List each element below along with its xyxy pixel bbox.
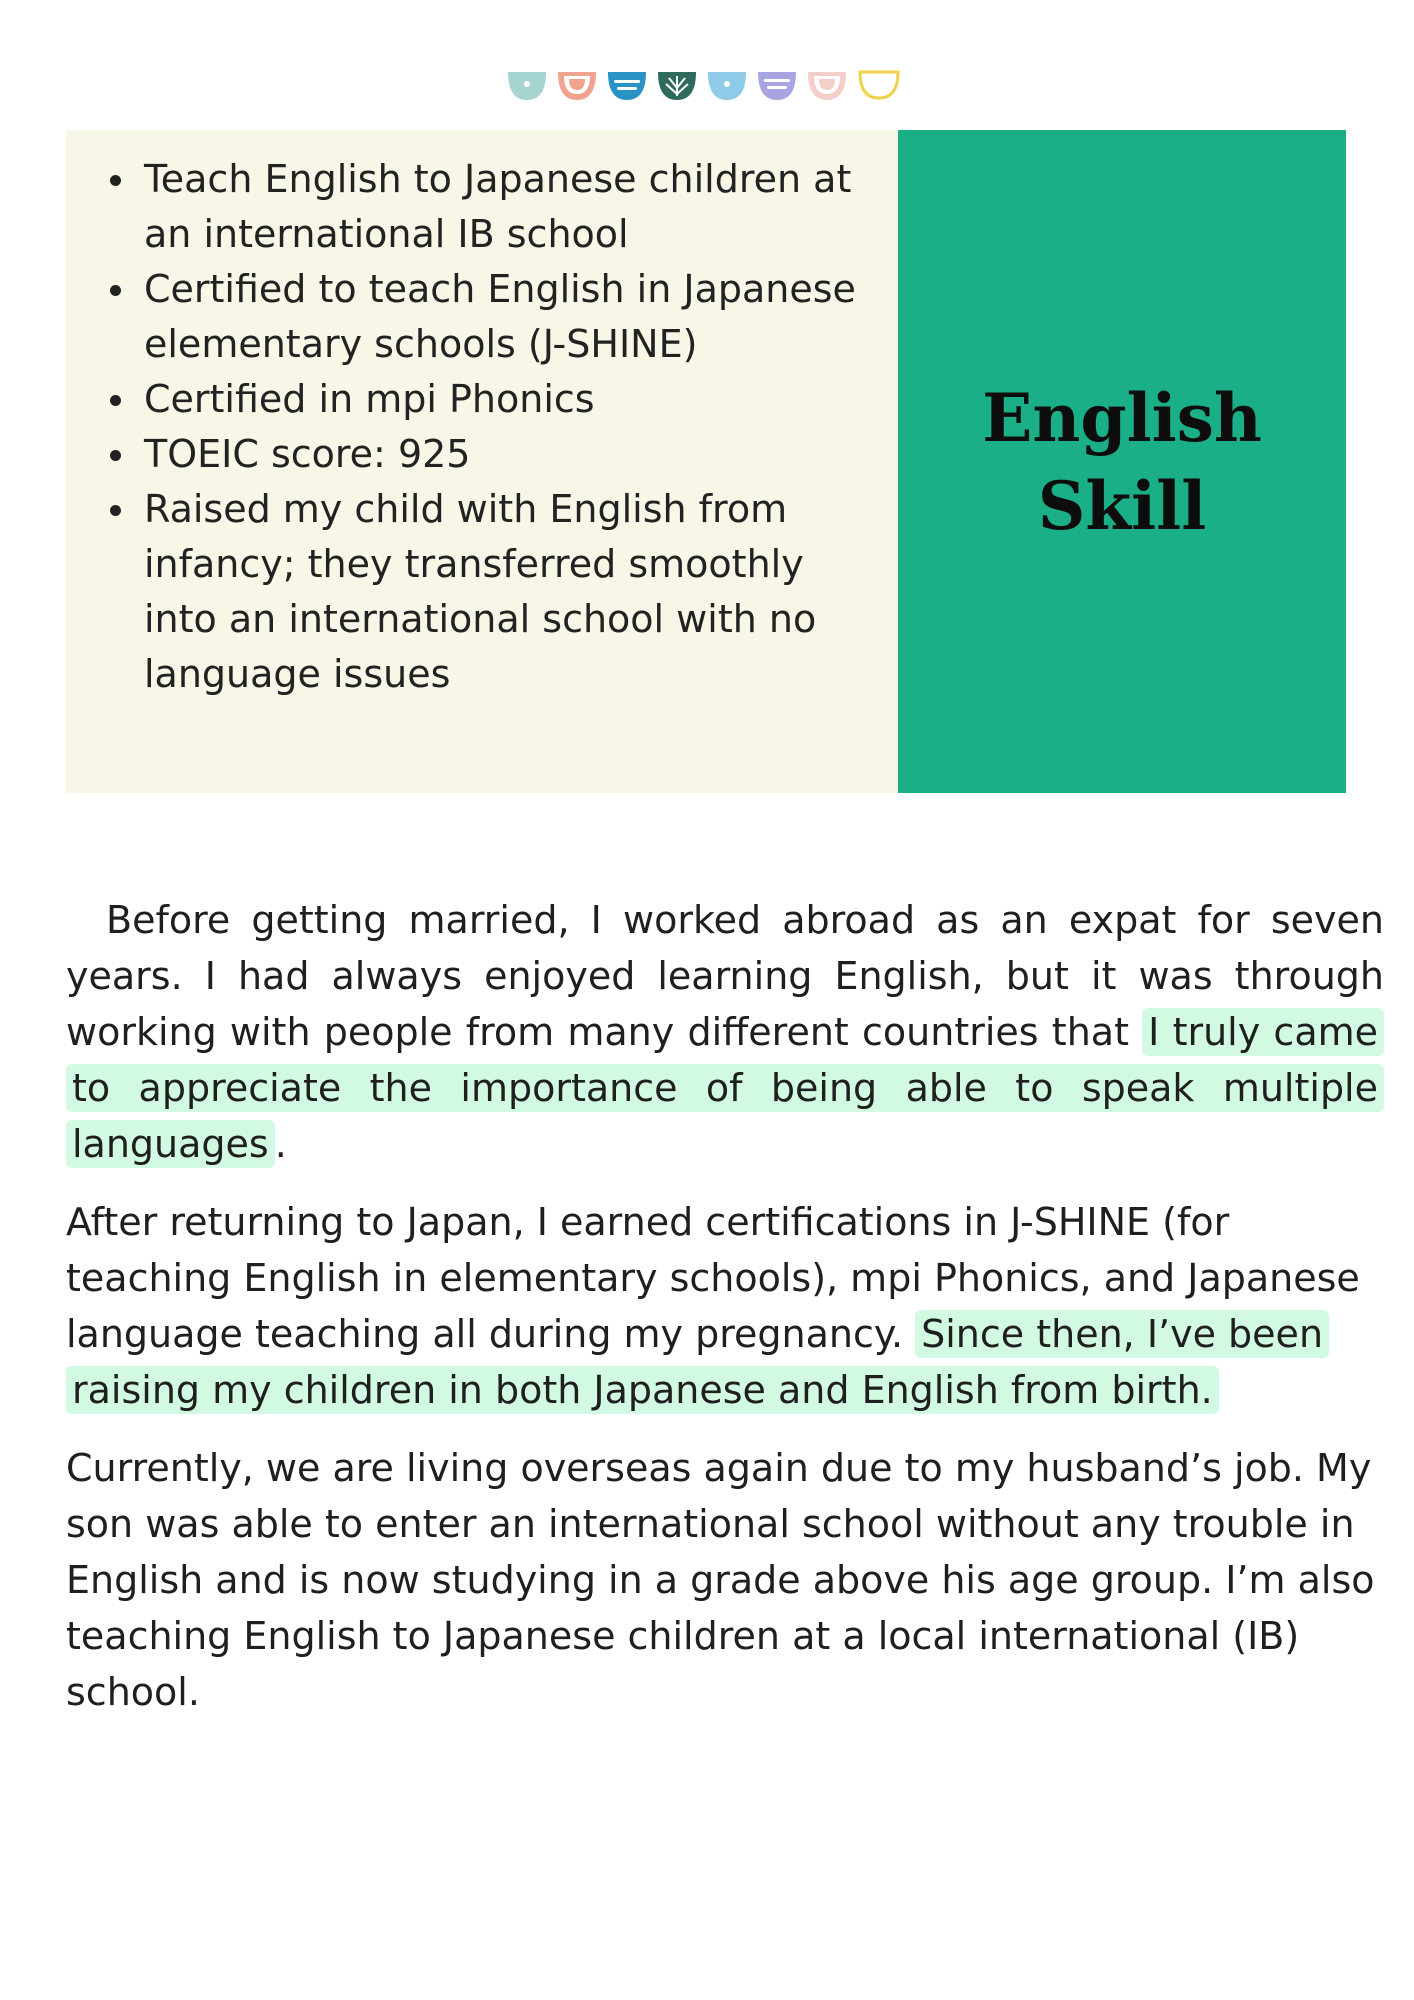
skill-list-item: TOEIC score: 925 — [144, 427, 868, 482]
striped-bowl-icon — [758, 72, 796, 100]
skill-list — [144, 152, 868, 702]
paragraph-text: Before getting married, I worked abroad as an expat for seven years. I had always enjoyed learning English, but it was through working with people from many different countries that — [66, 898, 1384, 1054]
section-title — [932, 374, 1312, 550]
paragraph-text: After returning to Japan, I earned certifications in J-SHINE (for teaching English in elementary schools), mpi Phonics, and Japanese language teaching all during my pregnancy. — [66, 1200, 1360, 1356]
spiral-bowl-icon — [808, 72, 846, 100]
section-title-line: English — [982, 378, 1262, 457]
paragraph-text: . — [274, 1122, 287, 1166]
paragraph-text: Currently, we are living overseas again due to my husband’s job. My son was able to enter an international school without any trouble in English and is now studying in a grade above his age group. I’m also teaching English to Japanese children at a local international (IB) school. — [66, 1446, 1375, 1714]
skill-list-item: Certified in mpi Phonics — [144, 372, 868, 427]
bowl-icon — [708, 72, 746, 100]
paragraph-certifications — [66, 1194, 1384, 1418]
striped-bowl-icon — [608, 72, 646, 100]
body-text — [66, 892, 1384, 1720]
skill-list-panel — [66, 130, 898, 793]
leaf-bowl-icon — [658, 72, 696, 100]
highlighted-text: Since then, I’ve been raising my children in both Japanese and English from birth. — [66, 1310, 1329, 1414]
paragraph-current — [66, 1440, 1384, 1720]
skill-list-item: Certified to teach English in Japanese elementary schools (J-SHINE) — [144, 262, 868, 372]
spiral-bowl-icon — [558, 72, 596, 100]
section-title-line: Skill — [1037, 466, 1207, 545]
outline-bowl-icon — [860, 72, 898, 98]
skill-list-item: Raised my child with English from infancy; they transferred smoothly into an international school with no language issues — [144, 482, 868, 702]
english-skill-box — [66, 130, 1346, 793]
bowl-icon — [508, 72, 546, 100]
paragraph-expat — [66, 892, 1384, 1172]
skill-title-panel — [898, 130, 1346, 793]
highlighted-text: I truly came to appreciate the importance of being able to speak multiple languages — [66, 1008, 1384, 1168]
skill-list-item: Teach English to Japanese children at an international IB school — [144, 152, 868, 262]
decorative-bowls — [500, 66, 920, 106]
